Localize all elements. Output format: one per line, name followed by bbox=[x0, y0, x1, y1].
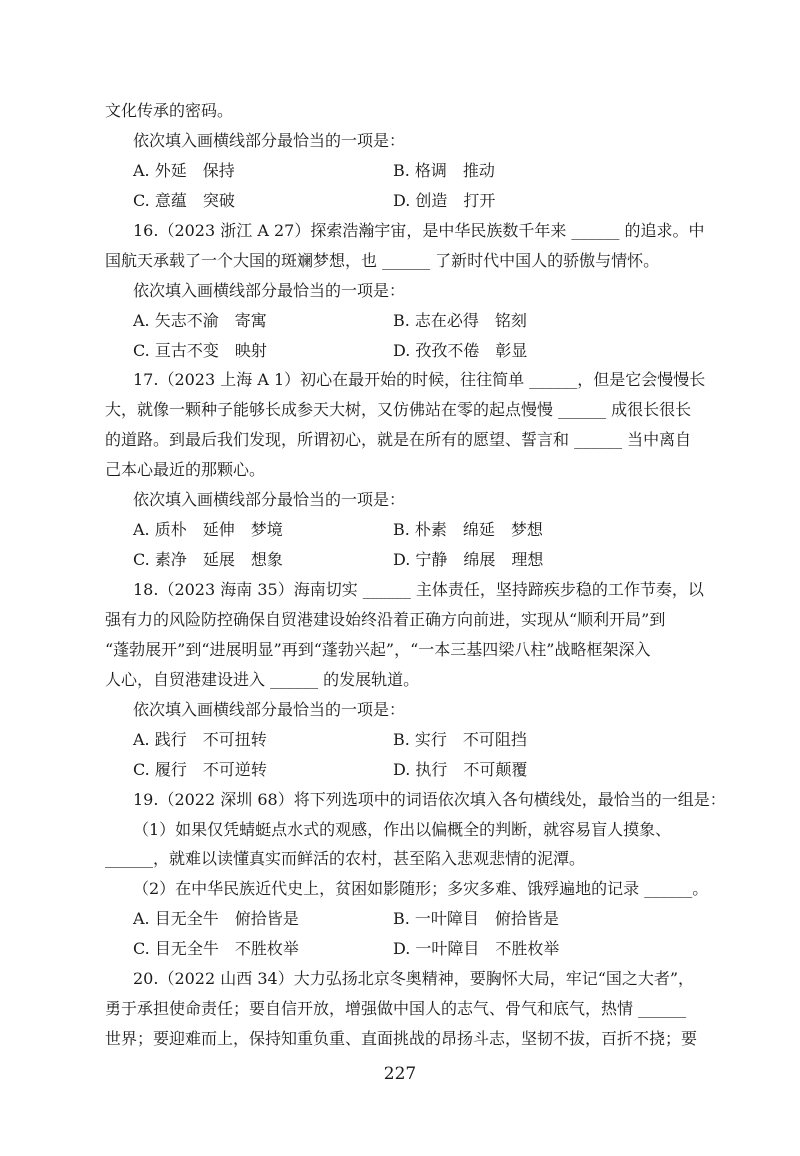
question-prompt: 依次填入画横线部分最恰当的一项是： bbox=[133, 699, 406, 719]
question-19-line: 19.（2022 深圳 68）将下列选项中的词语依次填入各句横线处，最恰当的一组是： bbox=[133, 789, 726, 809]
question-17-line: 的道路。到最后我们发现，所谓初心，就是在所有的愿望、誓言和 ______ 当中离自 bbox=[105, 430, 692, 450]
question-17-line: 大，就像一颗种子能够长成参天大树，又仿佛站在零的起点慢慢 ______ 成很长很长 bbox=[105, 400, 692, 420]
option: A. 践行 不可扭转 bbox=[133, 729, 267, 749]
option: D. 孜孜不倦 彰显 bbox=[393, 340, 528, 360]
option: C. 目无全牛 不胜枚举 bbox=[133, 939, 299, 959]
option: B. 格调 推动 bbox=[393, 160, 495, 180]
question-prompt: 依次填入画横线部分最恰当的一项是： bbox=[133, 490, 406, 510]
question-prompt: 依次填入画横线部分最恰当的一项是： bbox=[133, 280, 406, 300]
question-20-line: 勇于承担使命责任；要自信开放，增强做中国人的志气、骨气和底气，热情 ______ bbox=[105, 999, 687, 1019]
question-18-line: “蓬勃展开”到“进展明显”再到“蓬勃兴起”，“一本三基四梁八柱”战略框架深入 bbox=[105, 639, 651, 659]
question-17-line: 17.（2023 上海 A 1）初心在最开始的时候，往往简单 ______，但是它会慢慢长 bbox=[133, 370, 706, 390]
text-line: 文化传承的密码。 bbox=[105, 101, 234, 120]
option: D. 执行 不可颠覆 bbox=[393, 759, 528, 779]
question-19-line: ______，就难以读懂真实而鲜活的农村，甚至陷入悲观悲情的泥潭。 bbox=[105, 849, 586, 869]
option: C. 履行 不可逆转 bbox=[133, 759, 267, 779]
question-17-line: 己本心最近的那颗心。 bbox=[105, 460, 266, 480]
option: B. 实行 不可阻挡 bbox=[393, 729, 527, 749]
question-20-line: 世界；要迎难而上，保持知重负重、直面挑战的昂扬斗志，坚韧不拔，百折不挠；要 bbox=[105, 1029, 698, 1048]
question-18-line: 18.（2023 海南 35）海南切实 ______ 主体责任，坚持蹄疾步稳的工作节奏，以 bbox=[133, 580, 704, 599]
option: D. 宁静 绵展 理想 bbox=[393, 550, 544, 569]
question-prompt: 依次填入画横线部分最恰当的一项是： bbox=[133, 130, 406, 150]
option: D. 创造 打开 bbox=[393, 190, 496, 210]
option: A. 外延 保持 bbox=[133, 160, 235, 180]
question-18-line: 人心，自贸港建设进入 ______ 的发展轨道。 bbox=[105, 669, 420, 689]
option: C. 素净 延展 想象 bbox=[133, 550, 283, 569]
question-18-line: 强有力的风险防控确保自贸港建设始终沿着正确方向前进，实现从“顺利开局”到 bbox=[105, 609, 666, 629]
option: A. 矢志不渝 寄寓 bbox=[133, 310, 267, 330]
question-16-line: 国航天承载了一个大国的斑斓梦想，也 ______ 了新时代中国人的骄傲与情怀。 bbox=[105, 250, 660, 270]
option: A. 质朴 延伸 梦境 bbox=[133, 520, 283, 540]
question-19-line: （1）如果仅凭蜻蜓点水式的观感，作出以偏概全的判断，就容易盲人摸象、 bbox=[133, 819, 672, 839]
option: B. 一叶障目 俯拾皆是 bbox=[393, 909, 559, 929]
option: C. 意蕴 突破 bbox=[133, 190, 235, 210]
option: B. 志在必得 铭刻 bbox=[393, 310, 527, 330]
option: D. 一叶障目 不胜枚举 bbox=[393, 939, 560, 959]
option: C. 亘古不变 映射 bbox=[133, 340, 267, 360]
option: A. 目无全牛 俯拾皆是 bbox=[133, 909, 299, 929]
option: B. 朴素 绵延 梦想 bbox=[393, 520, 543, 540]
page-number: 227 bbox=[383, 1064, 417, 1084]
question-19-line: （2）在中华民族近代史上，贫困如影随形；多灾多难、饿殍遍地的记录 ______。 bbox=[133, 879, 709, 899]
question-16-line: 16.（2023 浙江 A 27）探索浩瀚宇宙，是中华民族数千年来 ______ 的追求。中 bbox=[133, 220, 705, 240]
question-20-line: 20.（2022 山西 34）大力弘扬北京冬奥精神，要胸怀大局，牢记“国之大者”， bbox=[133, 969, 695, 989]
